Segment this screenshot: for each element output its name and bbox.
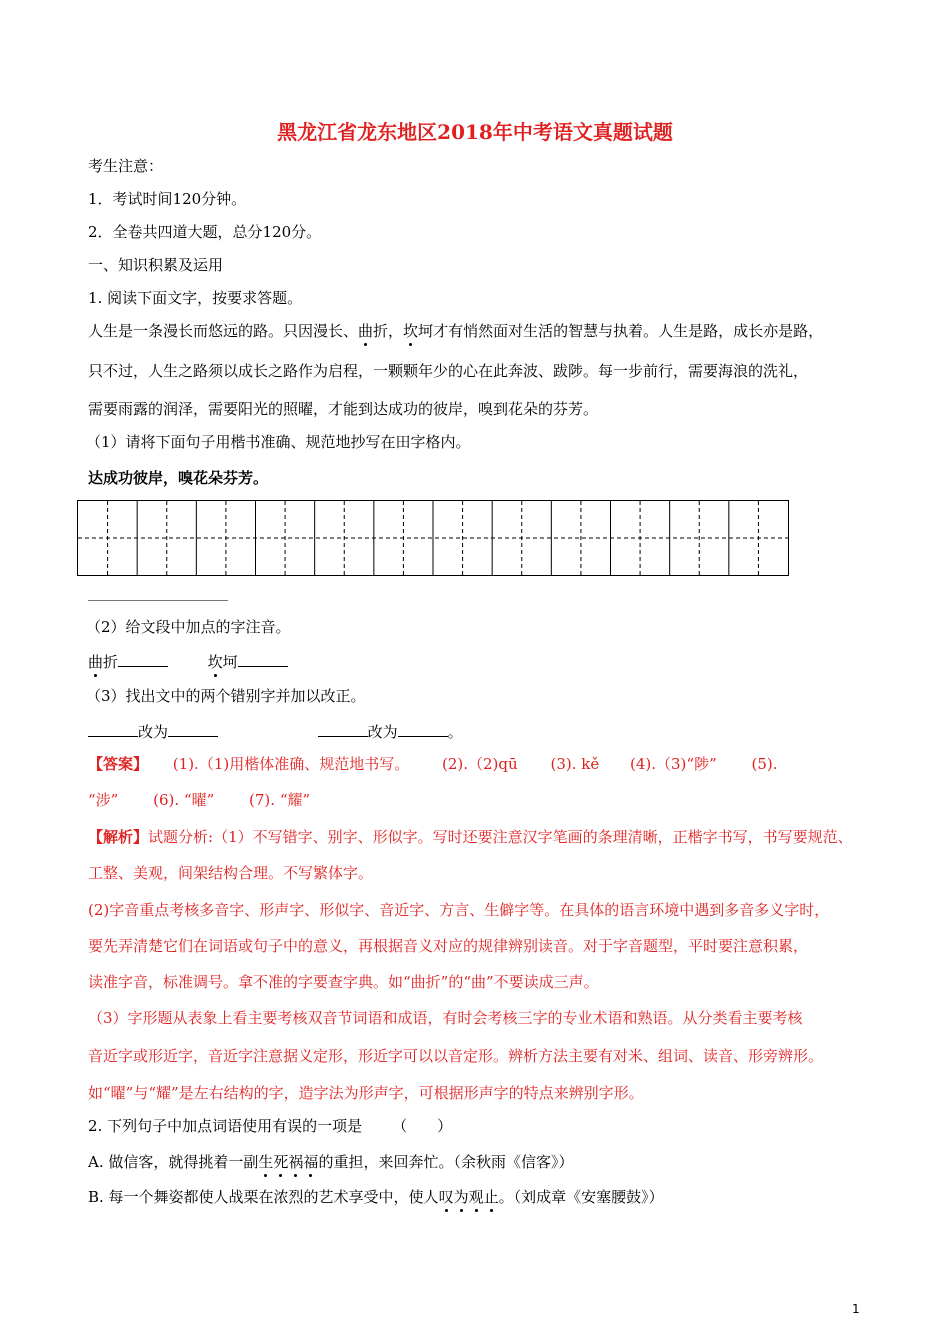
sub-question-2: （2）给文段中加点的字注音。: [86, 618, 291, 636]
pinyin-blanks: 曲折 坎坷: [88, 650, 288, 672]
analysis-line-1: 【解析】试题分析:（1）不写错字、别字、形似字。写时还要注意汉字笔画的条理清晰，正楷字书写，书写要规范、: [88, 828, 853, 846]
analysis-line-7: 音近字或形近字，音近字注意据义定形，形近字可以以音定形。辨析方法主要有对米、组词、读音、形旁辨形。: [88, 1047, 824, 1065]
blank-2[interactable]: [238, 650, 288, 667]
correction-blanks: 改为 改为 。: [88, 720, 463, 742]
notice-item-2: 2．全卷共四道大题，总分120分。: [88, 223, 322, 241]
dotted-char: 坎: [403, 322, 419, 340]
analysis-line-4: 要先弄清楚它们在词语或句子中的意义，再根据音义对应的规律辨别读音。对于字音题型，平时要注意积累，: [88, 937, 809, 955]
answer-label: 【答案】: [88, 755, 149, 773]
passage-line-3: 需要雨露的润泽，需要阳光的照曜，才能到达成功的彼岸，嗅到花朵的芬芳。: [88, 400, 599, 418]
analysis-line-3: (2)字音重点考核多音字、形声字、形似字、音近字、方言、生僻字等。在具体的语言环境中遇到多音多义字时，: [88, 901, 830, 919]
question-2-stem: 2. 下列句子中加点词语使用有误的一项是 （ ）: [88, 1117, 453, 1135]
answer-underline: [88, 600, 228, 601]
analysis-line-8: 如“曜”与“耀”是左右结构的字，造字法为形声字，可根据形声字的特点来辨别字形。: [88, 1084, 644, 1102]
option-b[interactable]: B. 每一个舞姿都使人战栗在浓烈的艺术享受中，使人叹为观止。（刘成章《安塞腰鼓》）: [88, 1188, 664, 1206]
analysis-label: 【解析】: [88, 828, 149, 846]
sub-question-1: （1）请将下面句子用楷书准确、规范地抄写在田字格内。: [86, 433, 471, 451]
analysis-line-2: 工整、美观，间架结构合理。不写繁体字。: [88, 864, 374, 882]
tianzige-grid[interactable]: [77, 500, 789, 576]
blank-3[interactable]: [88, 720, 138, 737]
copy-sentence: 达成功彼岸，嗅花朵芬芳。: [88, 469, 269, 487]
answer-line-2: “涉” (6). “曜” (7). “耀”: [88, 791, 311, 809]
notice-item-1: 1．考试时间120分钟。: [88, 190, 247, 208]
document-title: 黑龙江省龙东地区2018年中考语文真题试题: [277, 120, 673, 144]
blank-1[interactable]: [118, 650, 168, 667]
question-1-stem: 1. 阅读下面文字，按要求答题。: [88, 289, 303, 307]
page-number: 1: [852, 1302, 860, 1316]
grid-lines: [78, 501, 790, 577]
blank-4[interactable]: [168, 720, 218, 737]
blank-6[interactable]: [398, 720, 448, 737]
dotted-char: 曲: [358, 322, 374, 340]
answer-line-1: 【答案】 (1).（1)用楷体准确、规范地书写。 (2).（2)qū (3). kě (4).（3)“陟” (5).: [88, 755, 778, 773]
section-heading: 一、知识积累及运用: [88, 256, 224, 274]
notice-heading: 考生注意：: [88, 157, 164, 175]
option-a[interactable]: A. 做信客，就得挑着一副生死祸福的重担，来回奔忙。（余秋雨《信客》）: [88, 1153, 574, 1171]
sub-question-3: （3）找出文中的两个错别字并加以改正。: [86, 687, 366, 705]
analysis-line-6: （3）字形题从表象上看主要考核双音节词语和成语，有时会考核三字的专业术语和熟语。从分类看主要考核: [88, 1009, 803, 1027]
passage-line-2: 只不过，人生之路须以成长之路作为启程，一颗颗年少的心在此奔波、跋陟。每一步前行，需要海浪的洗礼，: [88, 362, 809, 380]
analysis-line-5: 读准字音，标准调号。拿不准的字要查字典。如“曲折”的“曲”不要读成三声。: [88, 973, 599, 991]
passage-line-1: 人生是一条漫长而悠远的路。只因漫长、曲折，坎坷才有悄然面对生活的智慧与执着。人生是路，成长亦是路，: [88, 322, 824, 340]
blank-5[interactable]: [318, 720, 368, 737]
